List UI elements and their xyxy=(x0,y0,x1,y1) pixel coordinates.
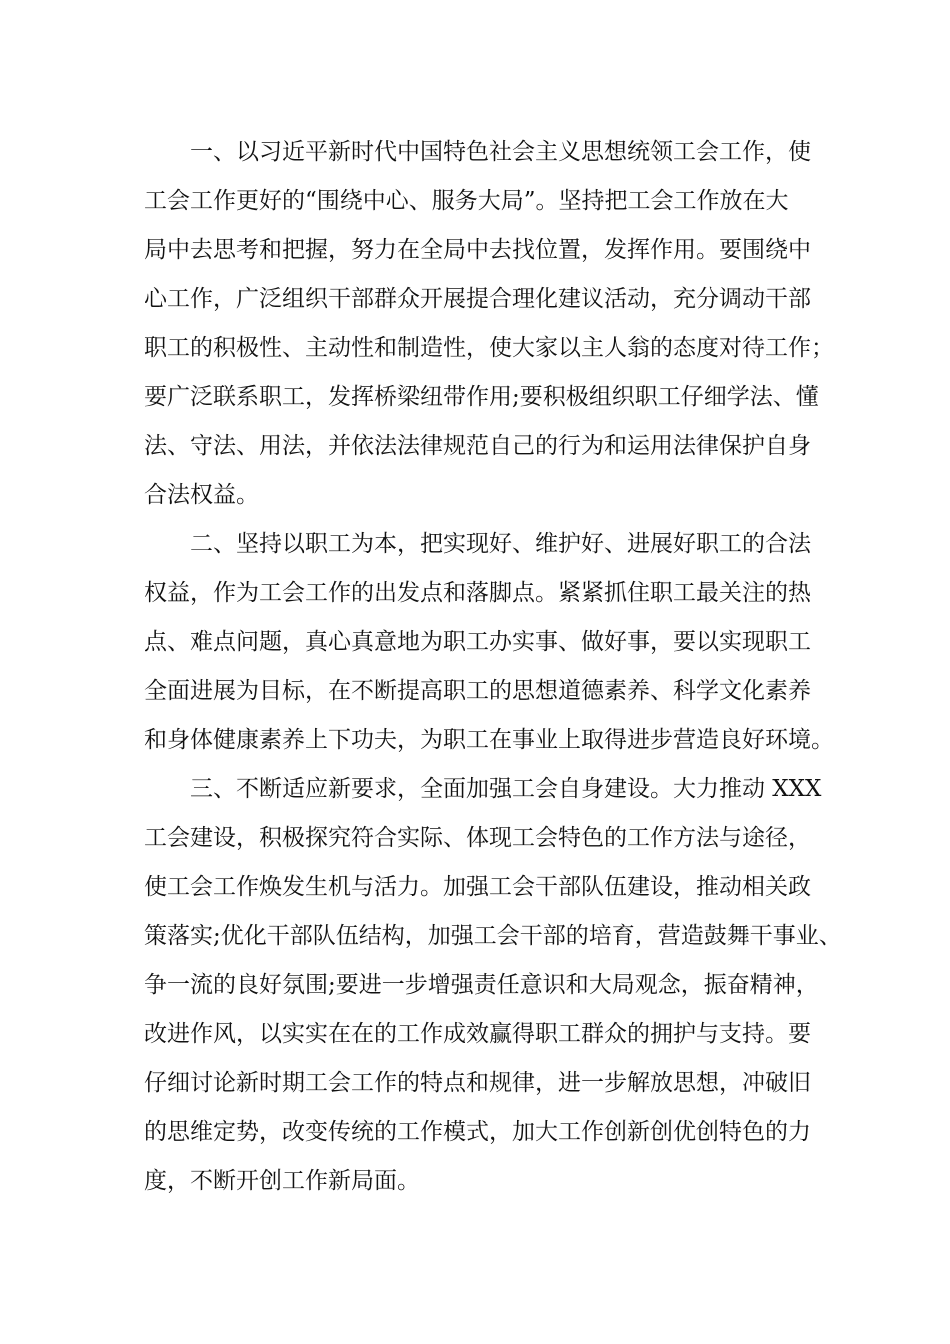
paragraph-line: 职工的积极性、主动性和制造性，使大家以主人翁的态度对待工作； xyxy=(144,335,834,361)
paragraph-line: 使工会工作焕发生机与活力。加强工会干部队伍建设，推动相关政 xyxy=(144,874,811,900)
paragraph-line: 争一流的良好氛围;要进一步增强责任意识和大局观念，振奋精神， xyxy=(144,972,819,998)
paragraph-1 xyxy=(144,128,834,520)
paragraph-line: 合法权益。 xyxy=(144,482,259,508)
paragraph-2 xyxy=(144,520,834,765)
paragraph-line: 的思维定势，改变传统的工作模式，加大工作创新创优创特色的力 xyxy=(144,1119,811,1145)
paragraph-line: 点、难点问题，真心真意地为职工办实事、做好事，要以实现职工 xyxy=(144,629,811,655)
paragraph-line: 二、坚持以职工为本，把实现好、维护好、进展好职工的合法 xyxy=(190,531,811,557)
paragraph-line: 局中去思考和把握，努力在全局中去找位置，发挥作用。要围绕中 xyxy=(144,237,811,263)
paragraph-line: 改进作风，以实实在在的工作成效赢得职工群众的拥护与支持。要 xyxy=(144,1021,811,1047)
paragraph-line: 全面进展为目标，在不断提高职工的思想道德素养、科学文化素养 xyxy=(144,678,811,704)
paragraph-line: 仔细讨论新时期工会工作的特点和规律，进一步解放思想，冲破旧 xyxy=(144,1070,811,1096)
paragraph-line: 工会工作更好的“围绕中心、服务大局”。坚持把工会工作放在大 xyxy=(144,188,789,214)
paragraph-line: 三、不断适应新要求，全面加强工会自身建设。大力推动 XXX xyxy=(190,776,822,802)
paragraph-line: 法、守法、用法，并依法法律规范自己的行为和运用法律保护自身 xyxy=(144,433,811,459)
document-body xyxy=(144,128,842,1206)
paragraph-line: 度，不断开创工作新局面。 xyxy=(144,1168,420,1194)
paragraph-3 xyxy=(144,765,842,1206)
paragraph-line: 工会建设，积极探究符合实际、体现工会特色的工作方法与途径， xyxy=(144,825,811,851)
paragraph-line: 权益，作为工会工作的出发点和落脚点。紧紧抓住职工最关注的热 xyxy=(144,580,811,606)
paragraph-line: 策落实;优化干部队伍结构，加强工会干部的培育，营造鼓舞干事业、 xyxy=(144,923,842,949)
paragraph-line: 一、以习近平新时代中国特色社会主义思想统领工会工作，使 xyxy=(190,139,811,165)
paragraph-line: 和身体健康素养上下功夫，为职工在事业上取得进步营造良好环境。 xyxy=(144,727,834,753)
paragraph-line: 心工作，广泛组织干部群众开展提合理化建议活动，充分调动干部 xyxy=(144,286,811,312)
paragraph-line: 要广泛联系职工，发挥桥梁纽带作用;要积极组织职工仔细学法、懂 xyxy=(144,384,819,410)
